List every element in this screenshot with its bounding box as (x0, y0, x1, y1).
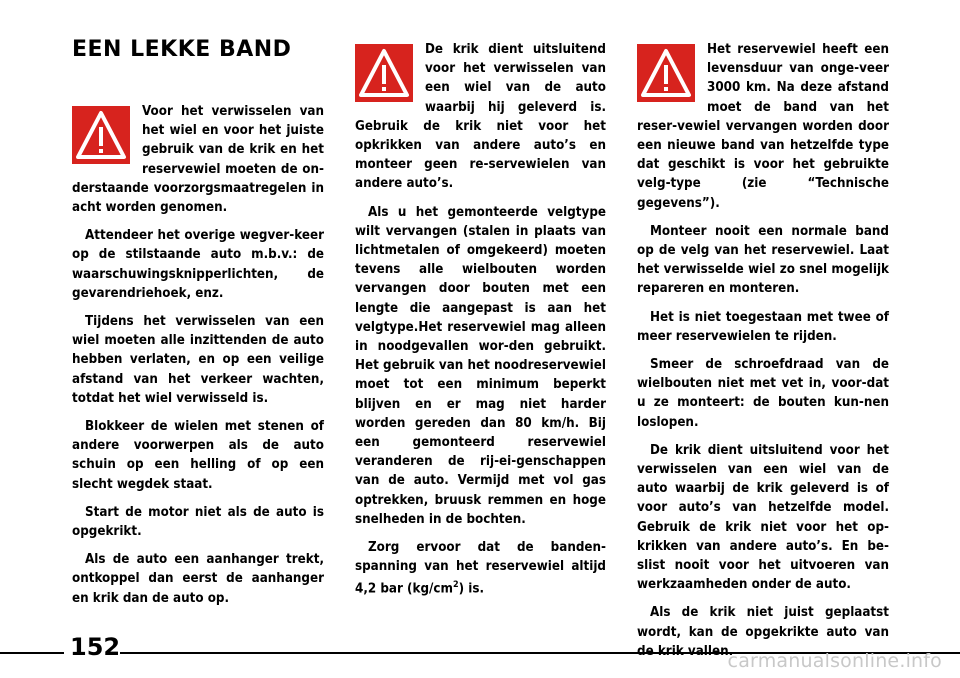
paragraph: Tijdens het verwisselen van een wiel moeten alle inzittenden de auto hebben verlaten, en op een veilige afstand van het verkeer wachten, totdat het wiel verwisseld is. (72, 314, 324, 406)
paragraph: Het is niet toegestaan met twee of meer reservewielen te rijden. (637, 309, 889, 344)
page-number: 152 (70, 633, 121, 661)
watermark: carmanualsonline.info (727, 650, 942, 672)
paragraph: Als de auto een aanhanger trekt, ontkoppel dan eerst de aanhanger en krik dan de auto op. (72, 552, 324, 606)
footer-rule-left (0, 652, 64, 654)
warning-triangle-icon (355, 44, 413, 102)
warning-triangle-icon (72, 106, 130, 164)
column-right (637, 40, 889, 670)
paragraph: Monteer nooit een normale band op de velg van het reservewiel. Laat het verwisselde wiel zo snel mogelijk repareren en monteren. (637, 223, 889, 297)
paragraph: Attendeer het overige wegver-keer op de stilstaande auto m.b.v.: de waarschuwingsknipperlichten, de gevarendriehoek, enz. (72, 228, 324, 301)
tyre-pressure-paragraph: Zorg ervoor dat de banden-spanning van het reservewiel altijd 4,2 bar $(kg/cm^2)$ is. (355, 540, 606, 597)
warning-triangle-icon (637, 44, 695, 102)
paragraph: Als de krik niet juist geplaatst wordt, kan de opgekrikte auto van (637, 605, 889, 640)
paragraph: De krik dient uitsluitend voor het verwisselen van een wiel van de auto waarbij de krik geleverd is of voor auto’s van hetzelfde model. Gebruik de krik niet voor het op-krikken van andere auto’s. En be-slist nooit voor het uitvoeren van werkzaamheden onder de auto. (637, 442, 889, 593)
page-title: EEN LEKKE BAND (72, 37, 292, 62)
column-left (72, 37, 324, 617)
paragraph: Smeer de schroefdraad van de wielbouten niet met vet in, voor-dat u ze monteert: de bouten kun-nen loslopen. (637, 357, 889, 430)
paragraph: Start de motor niet als de auto is opgekrikt. (72, 504, 324, 540)
paragraph: Blokkeer de wielen met stenen of andere voorwerpen als de auto schuin op een helling of op een slecht wegdek staat. (72, 419, 324, 492)
warning-paragraph: Voor het verwisselen van het wiel en voor het juiste gebruik van de krik en het reservewiel moeten de on-derstaande voorzorgsmaatregelen in acht worden genomen. (72, 104, 324, 216)
warning-paragraph: De krik dient uitsluitend voor het verwisselen van een wiel van de auto waarbij hij geleverd is. Gebruik de krik niet voor het opkrikken van andere auto’s en monteer geen re-servewielen van andere auto’s. (355, 42, 606, 192)
column-middle (355, 40, 606, 608)
paragraph: Als u het gemonteerde velgtype wilt vervangen (stalen in plaats van lichtmetalen of omgekeerd) moeten tevens alle wielbouten worden vervangen door bouten met een lengte die aangepast is aan het velgtype.Het reservewiel mag alleen in noodgevallen wor-den gebruikt. Het gebruik van het noodreservewiel moet tot een minimum beperkt blijven en er mag niet harder worden gereden dan 80 km/h. Bij een gemonteerd reservewiel veranderen de rij-ei-genschappen van de auto. Vermijd met vol gas optrekken, bruusk remmen en hoge snelheden in de bochten. (355, 204, 606, 527)
warning-paragraph: Het reservewiel heeft een levensduur van onge-veer 3000 km. Na deze afstand moet de band van het reser-vewiel vervangen worden door een nieuwe band van hetzelfde type dat geschikt is voor het gebruikte velg-type (zie “Technische gegevens”). (637, 42, 889, 211)
